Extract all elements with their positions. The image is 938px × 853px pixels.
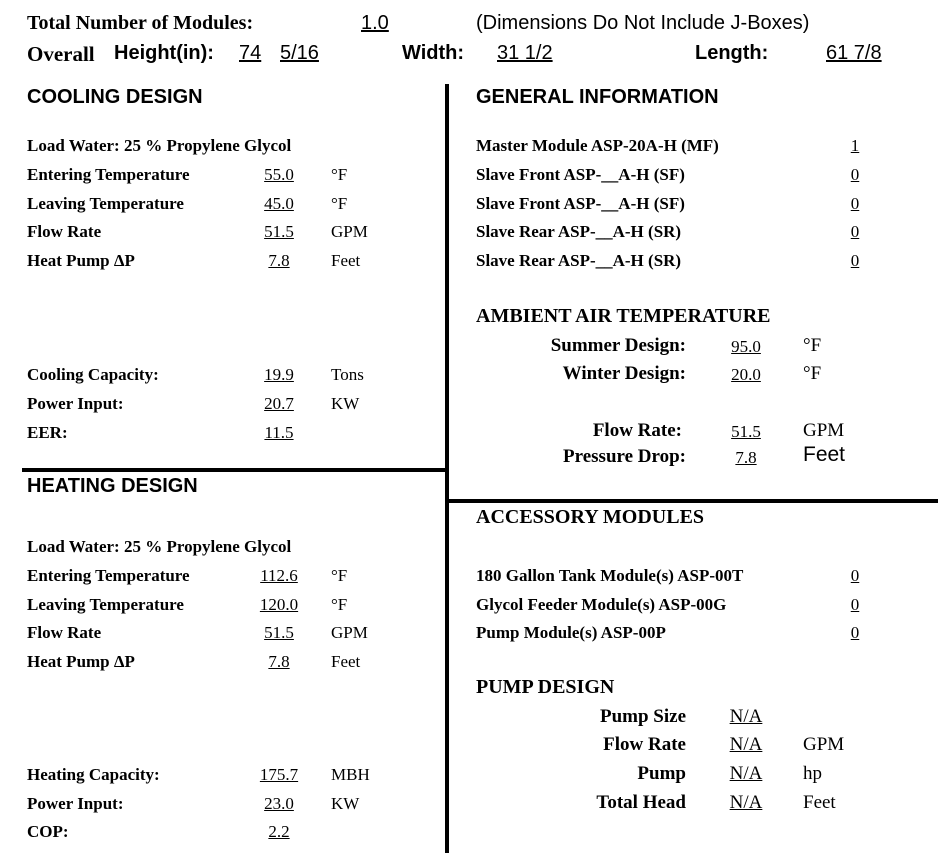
heating-row-label: Leaving Temperature: [27, 595, 184, 614]
ambient-row-label: Winter Design:: [562, 363, 686, 384]
general-row-value: 0: [850, 222, 860, 241]
heating-row-value: 7.8: [268, 652, 290, 671]
general-title: GENERAL INFORMATION: [476, 86, 719, 108]
accessory-row-label: 180 Gallon Tank Module(s) ASP-00T: [476, 566, 744, 585]
cooling-load-water: Load Water: 25 % Propylene Glycol: [27, 136, 292, 155]
modules-label: Total Number of Modules:: [27, 12, 254, 34]
ambient-flow-unit: GPM: [803, 420, 845, 441]
cooling-row-unit: °F: [331, 194, 348, 213]
heating-row-value: 120.0: [259, 595, 299, 614]
pump-row-unit: GPM: [803, 734, 845, 755]
heating-row-label: Flow Rate: [27, 623, 102, 642]
height-whole: 74: [239, 42, 262, 64]
dimensions-note: (Dimensions Do Not Include J-Boxes): [476, 12, 810, 34]
heating-result-value: 175.7: [259, 765, 299, 784]
ambient-flow-label: Flow Rate:: [592, 420, 682, 441]
cooling-result-label: Cooling Capacity:: [27, 365, 159, 384]
pump-row-label: Pump Size: [599, 706, 686, 727]
ambient-flow-label: Pressure Drop:: [563, 446, 686, 467]
cooling-row-label: Entering Temperature: [27, 165, 190, 184]
cooling-row-unit: Feet: [331, 251, 361, 270]
accessory-title: ACCESSORY MODULES: [476, 506, 705, 528]
modules-value: 1.0: [361, 12, 389, 34]
cooling-result-label: Power Input:: [27, 394, 124, 413]
heating-row-unit: GPM: [331, 623, 368, 642]
heating-result-label: Power Input:: [27, 794, 124, 813]
pump-row-value: N/A: [729, 706, 763, 727]
cooling-row-value: 45.0: [264, 194, 294, 213]
heating-result-value: 23.0: [264, 794, 294, 813]
cooling-result-value: 11.5: [264, 423, 294, 442]
cooling-result-unit: Tons: [331, 365, 364, 384]
heating-result-label: COP:: [27, 822, 69, 841]
heating-row-label: Heat Pump ΔP: [27, 652, 135, 671]
general-row-label: Master Module ASP-20A-H (MF): [476, 136, 719, 155]
heating-row-unit: °F: [331, 595, 348, 614]
pump-row-label: Pump: [637, 763, 686, 784]
pump-row-value: N/A: [729, 734, 763, 755]
accessory-row-value: 0: [850, 623, 860, 642]
cooling-result-label: EER:: [27, 423, 68, 442]
pump-row-value: N/A: [729, 763, 763, 784]
cooling-result-unit: KW: [331, 394, 360, 413]
cooling-result-value: 19.9: [264, 365, 294, 384]
length-label: Length:: [695, 42, 769, 64]
heating-row-label: Entering Temperature: [27, 566, 190, 585]
heating-row-value: 51.5: [264, 623, 294, 642]
cooling-title: COOLING DESIGN: [27, 86, 203, 108]
cooling-row-label: Leaving Temperature: [27, 194, 184, 213]
heating-result-unit: MBH: [331, 765, 370, 784]
accessory-row-label: Glycol Feeder Module(s) ASP-00G: [476, 595, 727, 614]
right-horizontal-divider: [447, 499, 938, 503]
cooling-row-label: Heat Pump ΔP: [27, 251, 135, 270]
general-row-value: 0: [850, 194, 860, 213]
pump-title: PUMP DESIGN: [476, 676, 615, 698]
cooling-row-unit: GPM: [331, 222, 368, 241]
pump-row-unit: Feet: [803, 792, 836, 813]
pump-row-value: N/A: [729, 792, 763, 813]
heating-row-value: 112.6: [260, 566, 298, 585]
accessory-row-value: 0: [850, 595, 860, 614]
height-label: Height(in):: [114, 42, 214, 64]
general-row-value: 1: [850, 136, 860, 155]
general-row-value: 0: [850, 165, 860, 184]
ambient-row-unit: °F: [803, 335, 822, 356]
width-value: 31 1/2: [497, 42, 553, 64]
heating-result-label: Heating Capacity:: [27, 765, 160, 784]
heating-result-unit: KW: [331, 794, 360, 813]
ambient-flow-value: 51.5: [731, 422, 761, 441]
pump-row-label: Flow Rate: [603, 734, 686, 755]
general-row-label: Slave Rear ASP-__A-H (SR): [476, 251, 682, 270]
height-fraction: 5/16: [280, 42, 319, 64]
overall-label: Overall: [27, 42, 95, 66]
length-value: 61 7/8: [826, 42, 882, 64]
pump-row-unit: hp: [803, 763, 822, 784]
cooling-row-unit: °F: [331, 165, 348, 184]
accessory-row-label: Pump Module(s) ASP-00P: [476, 623, 666, 642]
general-row-value: 0: [850, 251, 860, 270]
heating-result-value: 2.2: [268, 822, 290, 841]
cooling-result-value: 20.7: [264, 394, 294, 413]
accessory-row-value: 0: [850, 566, 860, 585]
general-row-label: Slave Rear ASP-__A-H (SR): [476, 222, 682, 241]
heating-title: HEATING DESIGN: [27, 475, 198, 497]
heating-load-water: Load Water: 25 % Propylene Glycol: [27, 537, 292, 556]
left-horizontal-divider: [22, 468, 447, 472]
pump-row-label: Total Head: [596, 792, 686, 813]
heating-row-unit: °F: [331, 566, 348, 585]
heating-row-unit: Feet: [331, 652, 361, 671]
ambient-row-value: 95.0: [731, 337, 761, 356]
general-row-label: Slave Front ASP-__A-H (SF): [476, 194, 685, 213]
cooling-row-value: 7.8: [268, 251, 290, 270]
ambient-row-label: Summer Design:: [550, 335, 686, 356]
cooling-row-value: 51.5: [264, 222, 294, 241]
width-label: Width:: [402, 42, 465, 64]
ambient-flow-value: 7.8: [735, 448, 757, 467]
cooling-row-value: 55.0: [264, 165, 294, 184]
ambient-row-value: 20.0: [731, 365, 761, 384]
ambient-title: AMBIENT AIR TEMPERATURE: [476, 305, 771, 327]
general-row-label: Slave Front ASP-__A-H (SF): [476, 165, 685, 184]
ambient-flow-unit: Feet: [803, 443, 846, 466]
cooling-row-label: Flow Rate: [27, 222, 102, 241]
ambient-row-unit: °F: [803, 363, 822, 384]
